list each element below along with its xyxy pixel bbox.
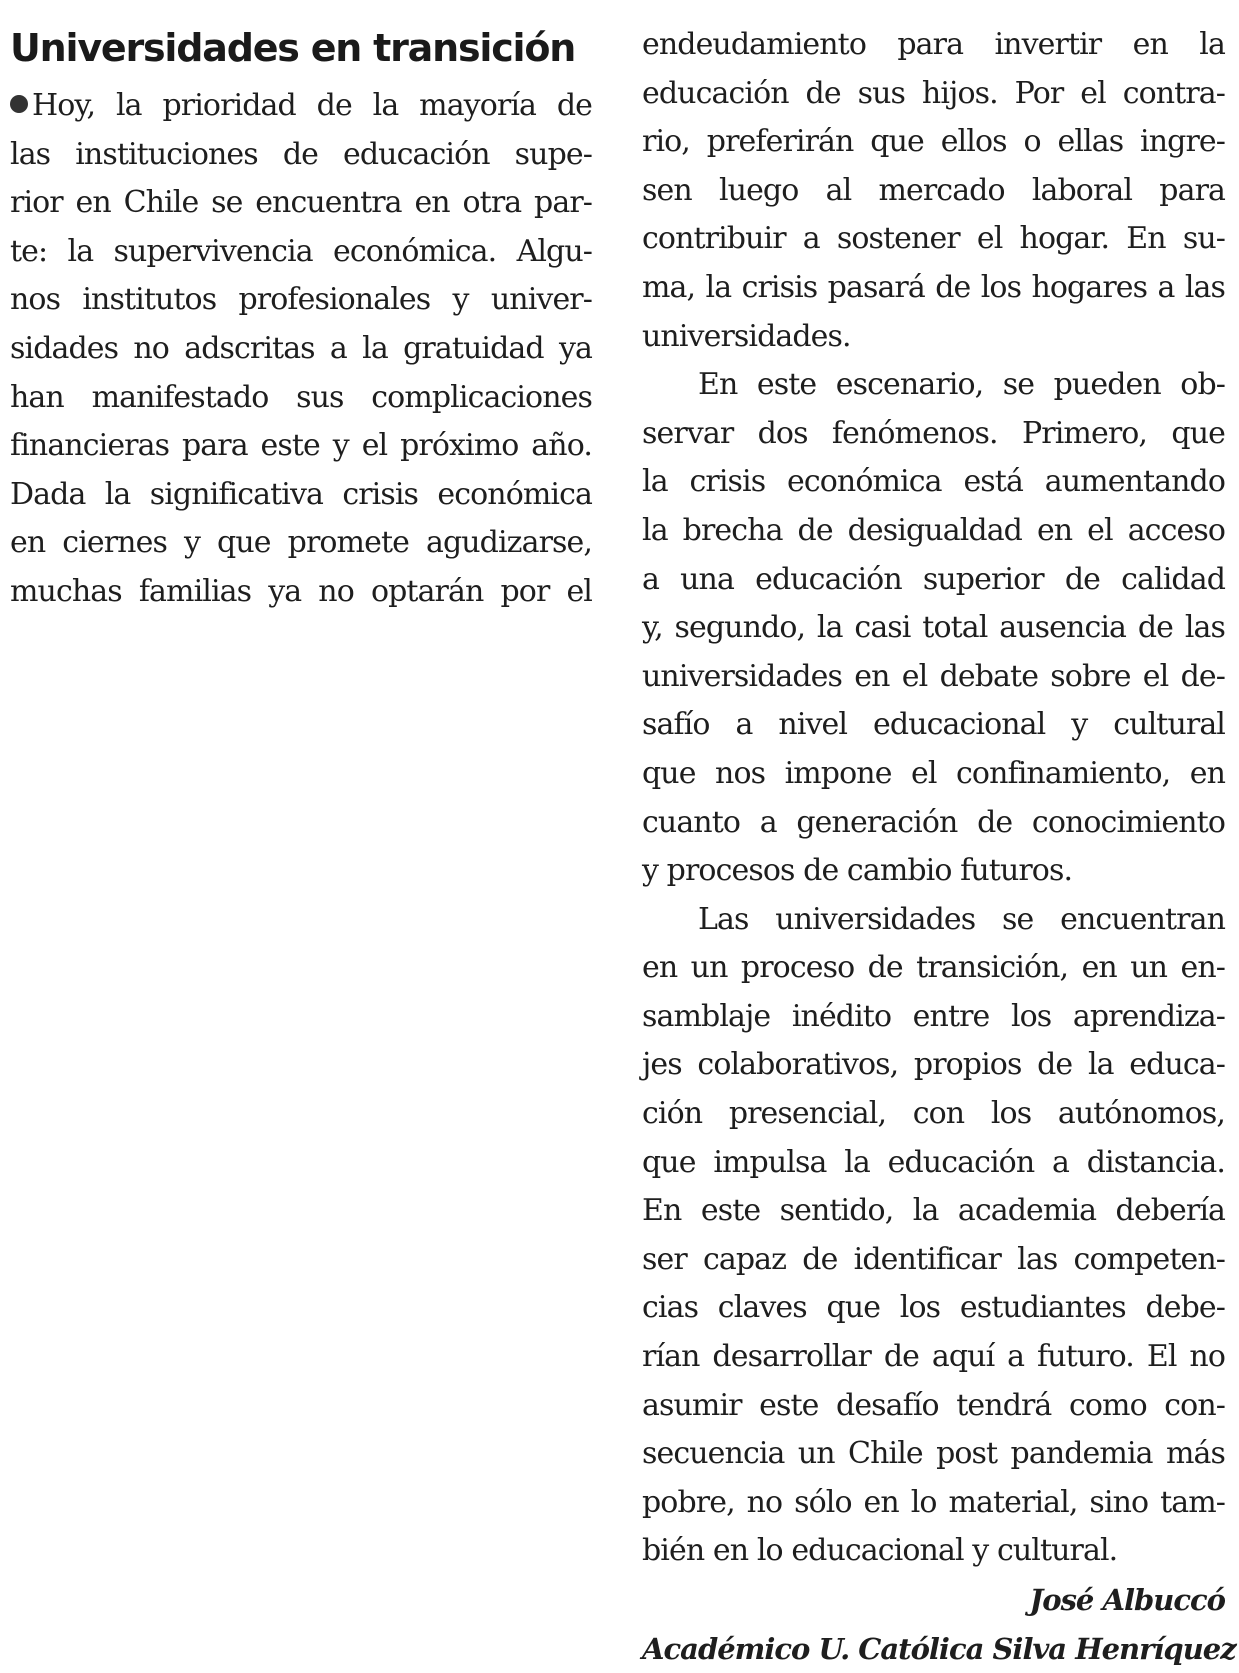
right-column-text: [642, 21, 1236, 1673]
text-line: En este escenario, se pueden ob-: [698, 367, 1225, 403]
text-line: ción presencial, con los autónomos,: [642, 1096, 1225, 1132]
text-line: pobre, no sólo en lo material, sino tam-: [642, 1484, 1225, 1520]
text-line: y procesos de cambio futuros.: [642, 853, 1073, 889]
text-line: sidades no adscritas a la gratuidad ya: [10, 330, 592, 366]
author-affiliation: Académico U. Católica Silva Henríquez: [642, 1631, 1236, 1666]
right-column: [642, 0, 1236, 1673]
text-line: la crisis económica está aumentando: [642, 464, 1225, 500]
text-line: en ciernes y que promete agudizarse,: [10, 525, 592, 561]
text-line: y, segundo, la casi total ausencia de las: [642, 610, 1225, 646]
text-line: muchas familias ya no optarán por el: [10, 573, 592, 609]
text-line: ma, la crisis pasará de los hogares a las: [642, 269, 1225, 305]
bullet-icon: [10, 95, 28, 113]
text-line: en un proceso de transición, en un en-: [642, 950, 1225, 986]
text-line: han manifestado sus complicaciones: [10, 379, 592, 415]
text-line: educación de sus hijos. Por el contra-: [642, 75, 1225, 111]
left-column: [10, 0, 592, 617]
text-line: cuanto a generación de conocimiento: [642, 804, 1225, 840]
headline: Universidades en transición: [10, 26, 576, 70]
text-line: jes colaborativos, propios de la educa-: [642, 1047, 1225, 1083]
text-line: a una educación superior de calidad: [642, 561, 1225, 597]
text-line: financieras para este y el próximo año.: [10, 428, 592, 464]
text-line: safío a nivel educacional y cultural: [642, 707, 1225, 743]
text-line: En este sentido, la academia debería: [642, 1193, 1225, 1229]
text-line: que impulsa la educación a distancia.: [642, 1144, 1225, 1180]
text-line: universidades en el debate sobre el de-: [642, 658, 1225, 694]
text-line: rior en Chile se encuentra en otra par-: [10, 185, 592, 221]
text-line: servar dos fenómenos. Primero, que: [642, 415, 1225, 451]
text-line: endeudamiento para invertir en la: [642, 27, 1225, 62]
text-line: secuencia un Chile post pandemia más: [642, 1436, 1225, 1472]
text-line-content: Hoy, la prioridad de la mayoría de: [32, 88, 592, 123]
text-line: rio, preferirán que ellos o ellas ingre-: [642, 124, 1225, 160]
text-line: samblaje inédito entre los aprendiza-: [642, 998, 1225, 1034]
text-line: Dada la significativa crisis económica: [10, 476, 592, 512]
text-line: que nos impone el confinamiento, en: [642, 755, 1225, 791]
text-line: nos institutos profesionales y univer-: [10, 282, 592, 318]
text-line: asumir este desafío tendrá como con-: [642, 1387, 1225, 1423]
left-column-text: [10, 82, 592, 617]
text-line: las instituciones de educación supe-: [10, 136, 592, 172]
text-line: universidades.: [642, 318, 851, 354]
text-line: rían desarrollar de aquí a futuro. El no: [642, 1339, 1225, 1375]
text-line: Las universidades se encuentran: [698, 901, 1225, 937]
text-line: contribuir a sostener el hogar. En su-: [642, 221, 1225, 257]
text-line: la brecha de desigualdad en el acceso: [642, 512, 1225, 548]
text-line: [10, 82, 592, 131]
text-line: cias claves que los estudiantes debe-: [642, 1290, 1225, 1326]
text-line: sen luego al mercado laboral para: [642, 172, 1225, 208]
text-line: ser capaz de identificar las competen-: [642, 1241, 1225, 1277]
author-name: José Albuccó: [1029, 1583, 1225, 1617]
text-line: te: la supervivencia económica. Algu-: [10, 233, 592, 269]
text-line: bién en lo educacional y cultural.: [642, 1533, 1118, 1569]
